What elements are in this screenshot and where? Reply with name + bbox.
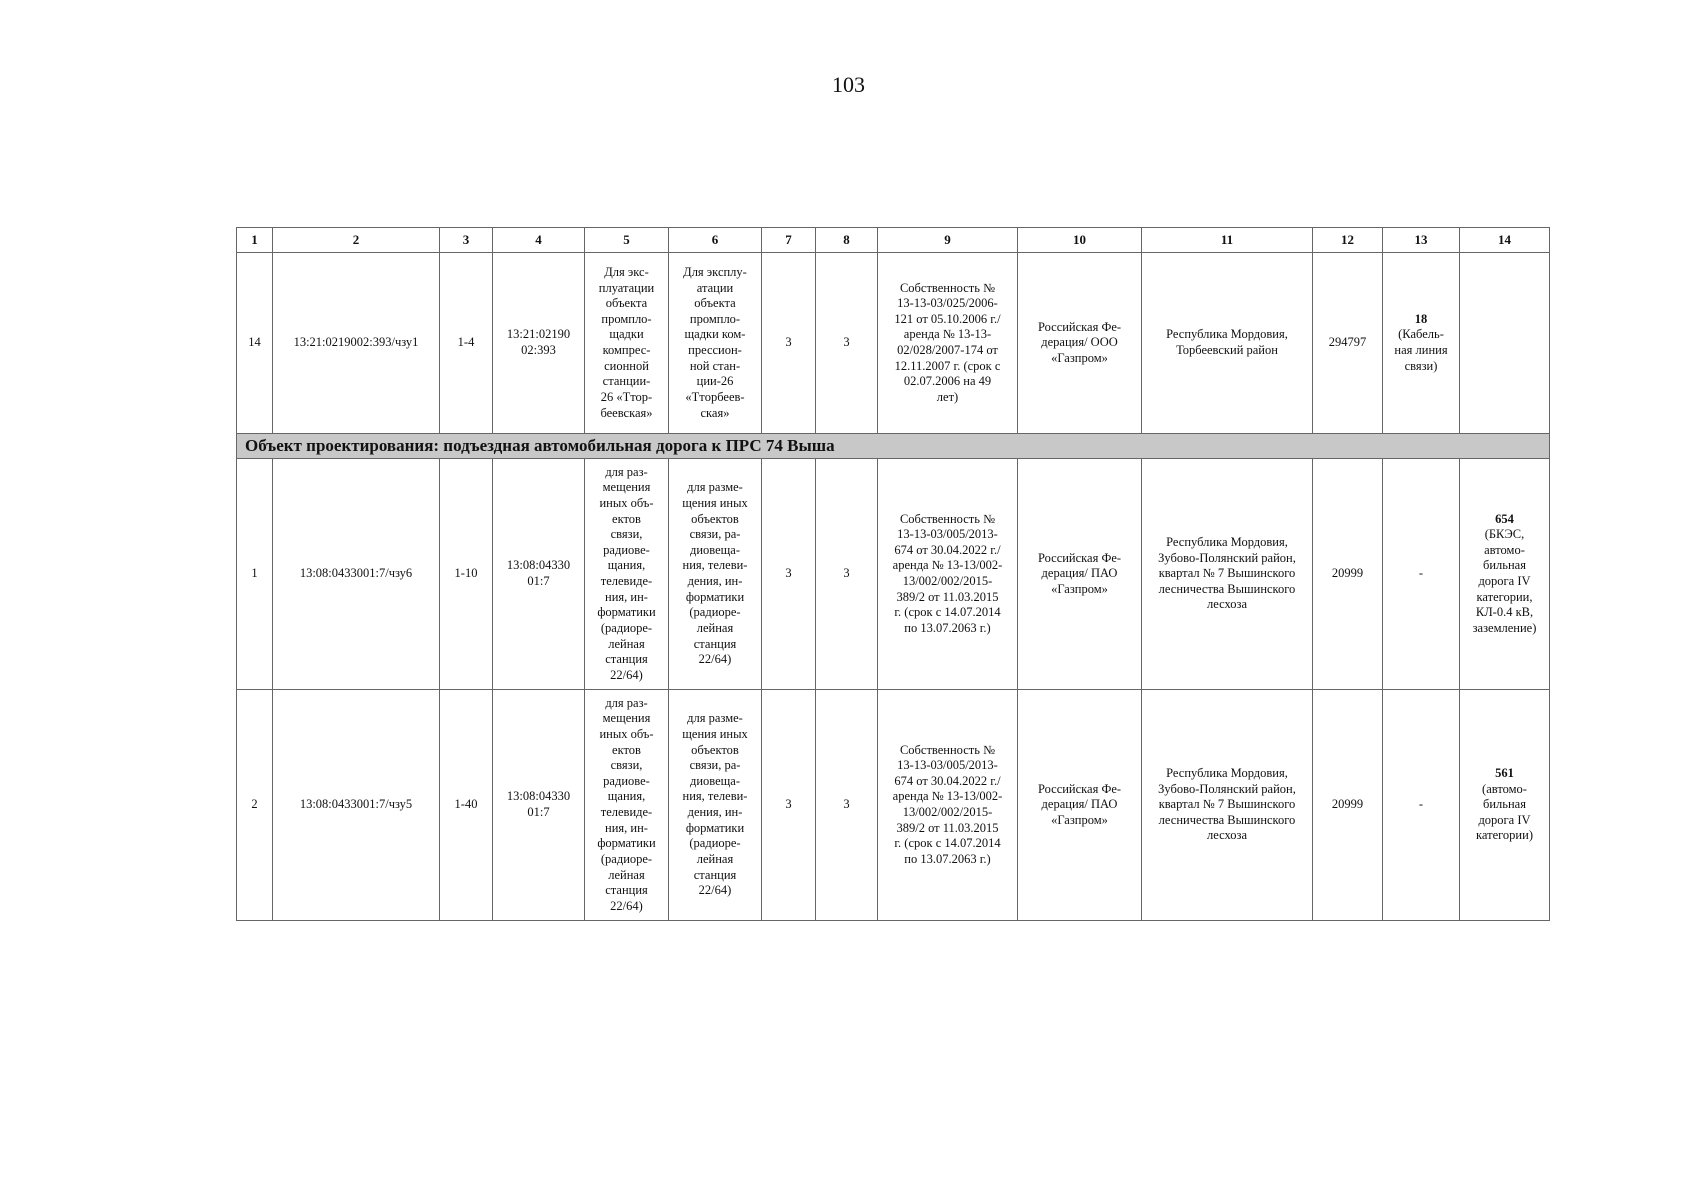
table-row (237, 459, 1550, 690)
cell-address: Республика Мордовия, Торбеевский район (1142, 253, 1313, 434)
cell-col13 (1383, 690, 1460, 921)
column-header: 4 (493, 228, 585, 253)
cell-col13-note: - (1418, 797, 1424, 812)
cell-col8: 3 (816, 459, 878, 690)
cell-address: Республика Мордовия, Зубово-Полянский район, квартал № 7 Вышинского лесничества Вышинского лесхоза (1142, 690, 1313, 921)
column-header: 8 (816, 228, 878, 253)
column-header: 3 (440, 228, 493, 253)
cell-col13-note: (Кабель- ная линия связи) (1394, 327, 1448, 373)
cell-rights: Собственность № 13-13-03/005/2013- 674 от 30.04.2022 г./ аренда № 13-13/002- 13/002/002/2015- 389/2 от 11.03.2015 г. (срок с 14.07.2014 по 13.07.2063 г.) (878, 459, 1018, 690)
cell-col13-value: 18 (1414, 311, 1428, 326)
cell-area: 294797 (1313, 253, 1383, 434)
cell-permitted-use: для раз- мещения иных объ- ектов связи, радиове- щания, телевиде- ния, ин- форматики (радиоре- лейная станция 22/64) (585, 459, 669, 690)
cell-owner: Российская Фе- дерация/ ООО «Газпром» (1018, 253, 1142, 434)
column-header: 9 (878, 228, 1018, 253)
cell-cadastral-number: 13:21:02190 02:393 (493, 253, 585, 434)
cell-cadastral-part: 13:08:0433001:7/чзу5 (273, 690, 440, 921)
column-header: 5 (585, 228, 669, 253)
table-header-row (237, 228, 1550, 253)
cell-permitted-use: для раз- мещения иных объ- ектов связи, радиове- щания, телевиде- ния, ин- форматики (радиоре- лейная станция 22/64) (585, 690, 669, 921)
page-number: 103 (832, 72, 865, 97)
cell-col14-value: 561 (1495, 765, 1514, 780)
cell-col7: 3 (762, 459, 816, 690)
table-row (237, 253, 1550, 434)
cell-cadastral-part: 13:21:0219002:393/чзу1 (273, 253, 440, 434)
cell-contour: 1-40 (440, 690, 493, 921)
cell-col7: 3 (762, 690, 816, 921)
cell-contour: 1-10 (440, 459, 493, 690)
cell-number: 2 (237, 690, 273, 921)
cell-col13-note: - (1418, 566, 1424, 581)
cell-number: 14 (237, 253, 273, 434)
column-header: 12 (1313, 228, 1383, 253)
section-title: Объект проектирования: подъездная автомобильная дорога к ПРС 74 Выша (237, 434, 1550, 459)
cell-col14-note: (автомо- бильная дорога IV категории) (1476, 781, 1533, 843)
column-header: 7 (762, 228, 816, 253)
cell-col13 (1383, 459, 1460, 690)
cell-cadastral-number: 13:08:04330 01:7 (493, 459, 585, 690)
cell-permitted-use-registry: для разме- щения иных объектов связи, ра- диовеща- ния, телеви- дения, ин- форматики (радиоре- лейная станция 22/64) (669, 459, 762, 690)
cell-address: Республика Мордовия, Зубово-Полянский район, квартал № 7 Вышинского лесничества Вышинского лесхоза (1142, 459, 1313, 690)
column-header: 13 (1383, 228, 1460, 253)
table-row (237, 690, 1550, 921)
cell-col14 (1460, 459, 1550, 690)
column-header: 10 (1018, 228, 1142, 253)
cell-col13 (1383, 253, 1460, 434)
cell-col14 (1460, 253, 1550, 434)
cell-area: 20999 (1313, 690, 1383, 921)
cell-col7: 3 (762, 253, 816, 434)
column-header: 2 (273, 228, 440, 253)
cell-col14-value: 654 (1495, 511, 1514, 526)
cell-col14-note: (БКЭС, автомо- бильная дорога IV категории, КЛ-0.4 кВ, заземление) (1472, 527, 1537, 635)
cell-col8: 3 (816, 690, 878, 921)
cell-col8: 3 (816, 253, 878, 434)
cell-permitted-use: Для экс- плуатации объекта промпло- щадки компрес- сионной станции- 26 «Ттор- беевская» (585, 253, 669, 434)
cell-contour: 1-4 (440, 253, 493, 434)
cell-rights: Собственность № 13-13-03/005/2013- 674 от 30.04.2022 г./ аренда № 13-13/002- 13/002/002/2015- 389/2 от 11.03.2015 г. (срок с 14.07.2014 по 13.07.2063 г.) (878, 690, 1018, 921)
column-header: 14 (1460, 228, 1550, 253)
column-header: 11 (1142, 228, 1313, 253)
land-plots-table (236, 227, 1550, 921)
cell-permitted-use-registry: для разме- щения иных объектов связи, ра- диовеща- ния, телеви- дения, ин- форматики (радиоре- лейная станция 22/64) (669, 690, 762, 921)
column-header: 6 (669, 228, 762, 253)
column-header: 1 (237, 228, 273, 253)
cell-cadastral-number: 13:08:04330 01:7 (493, 690, 585, 921)
cell-cadastral-part: 13:08:0433001:7/чзу6 (273, 459, 440, 690)
cell-col14 (1460, 690, 1550, 921)
section-header-row (237, 434, 1550, 459)
cell-area: 20999 (1313, 459, 1383, 690)
cell-owner: Российская Фе- дерация/ ПАО «Газпром» (1018, 690, 1142, 921)
cell-number: 1 (237, 459, 273, 690)
cell-permitted-use-registry: Для эксплу- атации объекта промпло- щадки ком- прессион- ной стан- ции-26 «Ттopбеев- ская» (669, 253, 762, 434)
cell-owner: Российская Фе- дерация/ ПАО «Газпром» (1018, 459, 1142, 690)
cell-rights: Собственность № 13-13-03/025/2006- 121 от 05.10.2006 г./ аренда № 13-13- 02/028/2007-174 от 12.11.2007 г. (срок с 02.07.2006 на 49 лет) (878, 253, 1018, 434)
